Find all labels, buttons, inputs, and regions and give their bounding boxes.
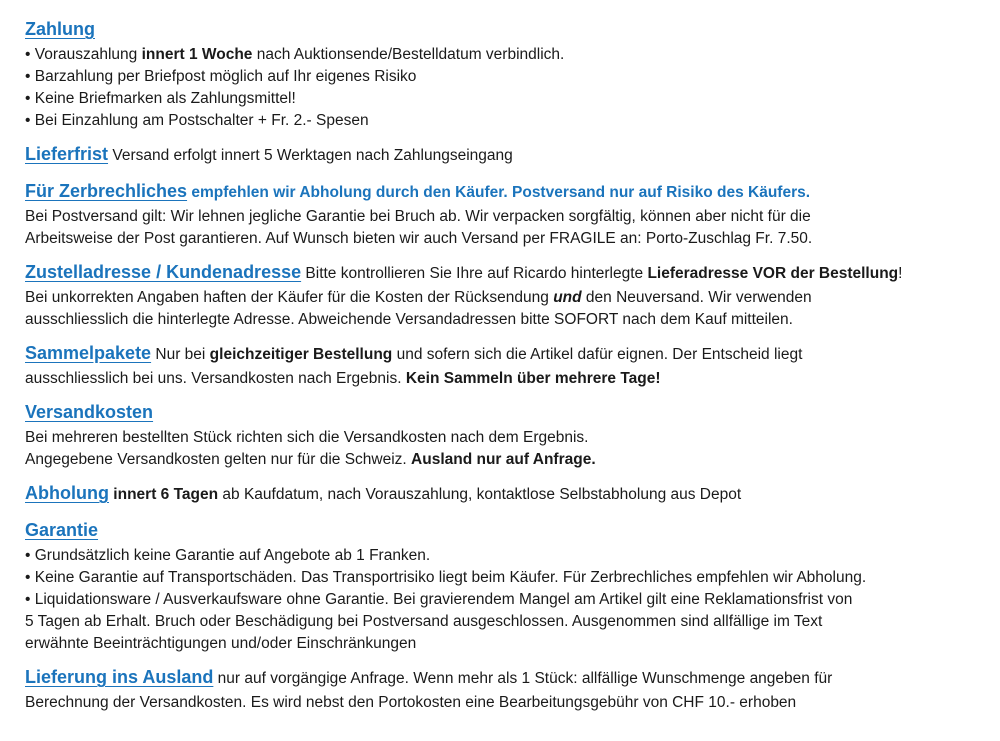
section-lieferfrist: [25, 141, 980, 169]
text-segment: • Bei Einzahlung am Postschalter + Fr. 2.- Spesen: [25, 112, 369, 129]
text-line: [25, 368, 980, 390]
text-segment: und sofern sich die Artikel dafür eignen. Der Entscheid liegt: [392, 346, 803, 363]
section-abholung: [25, 480, 980, 508]
text-segment: Lieferadresse VOR der Bestellung: [647, 265, 899, 282]
section-heading: Zahlung: [25, 19, 95, 39]
section-zustelladresse-kundenadresse: [25, 259, 980, 331]
text-segment: Versand erfolgt innert 5 Werktagen nach Zahlungseingang: [108, 147, 513, 164]
text-segment: • Vorauszahlung: [25, 46, 142, 63]
text-line: [25, 44, 980, 66]
heading-line: [25, 141, 980, 169]
heading-line: [25, 340, 980, 368]
text-segment: innert 1 Woche: [141, 46, 253, 63]
text-segment: Nur bei: [151, 346, 210, 363]
text-line: [25, 206, 980, 228]
text-segment: Kein Sammeln über mehrere Tage!: [405, 370, 661, 387]
section-zahlung: [25, 16, 980, 132]
text-segment: ausschliesslich die hinterlegte Adresse. Abweichende Versandadressen bitte SOFORT nach dem Kauf mitteilen.: [25, 311, 793, 328]
text-segment: • Keine Garantie auf Transportschäden. Das Transportrisiko liegt beim Käufer. Für Zerbrechliches empfehlen wir Abholung.: [25, 569, 867, 586]
text-segment: • Barzahlung per Briefpost möglich auf Ihr eigenes Risiko: [25, 68, 417, 85]
text-segment: Ausland nur auf Anfrage.: [411, 451, 596, 468]
text-segment: Bitte kontrollieren Sie Ihre auf Ricardo hinterlegte: [301, 265, 648, 282]
section-heading: Abholung: [25, 483, 109, 503]
text-segment: • Keine Briefmarken als Zahlungsmittel!: [25, 90, 296, 107]
section-heading: Für Zerbrechliches: [25, 181, 188, 201]
section-sammelpakete: [25, 340, 980, 390]
text-line: [25, 449, 980, 471]
text-segment: Berechnung der Versandkosten. Es wird nebst den Portokosten eine Bearbeitungsgebühr von CHF 10.- erhoben: [25, 694, 797, 711]
section-heading: Zustelladresse / Kundenadresse: [25, 262, 302, 282]
heading-line: [25, 399, 980, 427]
text-line: [25, 589, 980, 611]
heading-line: [25, 517, 980, 545]
text-segment: ausschliesslich bei uns. Versandkosten nach Ergebnis.: [25, 370, 406, 387]
text-segment: Angegebene Versandkosten gelten nur für die Schweiz.: [25, 451, 412, 468]
text-line: [25, 545, 980, 567]
text-segment: ab Kaufdatum, nach Vorauszahlung, kontaktlose Selbstabholung aus Depot: [218, 486, 742, 503]
text-line: [25, 309, 980, 331]
text-segment: • Liquidationsware / Ausverkaufsware ohne Garantie. Bei gravierendem Mangel am Artikel gilt eine Reklamationsfrist von: [25, 591, 853, 608]
text-line: [25, 228, 980, 250]
text-segment: den Neuversand. Wir verwenden: [581, 289, 812, 306]
text-segment: 5 Tagen ab Erhalt. Bruch oder Beschädigung bei Postversand ausgeschlossen. Ausgenommen sind allfällige im Text: [25, 613, 823, 630]
text-segment: erwähnte Beeinträchtigungen und/oder Einschränkungen: [25, 635, 417, 652]
text-segment: Bei Postversand gilt: Wir lehnen jegliche Garantie bei Bruch ab. Wir verpacken sorgfältig, können aber nicht für die: [25, 208, 811, 225]
text-line: [25, 66, 980, 88]
text-line: [25, 110, 980, 132]
text-line: [25, 692, 980, 714]
heading-line: [25, 664, 980, 692]
section-heading: Garantie: [25, 520, 99, 540]
heading-line: [25, 16, 980, 44]
text-segment: !: [898, 265, 903, 282]
text-line: [25, 611, 980, 633]
section-versandkosten: [25, 399, 980, 471]
section-fuer-zerbrechliches: [25, 178, 980, 250]
text-segment: und: [553, 289, 582, 306]
text-segment: nur auf vorgängige Anfrage. Wenn mehr als 1 Stück: allfällige Wunschmenge angeben für: [213, 670, 833, 687]
heading-line: [25, 480, 980, 508]
text-segment: empfehlen wir Abholung durch den Käufer. Postversand nur auf Risiko des Käufers.: [187, 184, 811, 201]
text-segment: Arbeitsweise der Post garantieren. Auf Wunsch bieten wir auch Versand per FRAGILE an: Porto-Zuschlag Fr. 7.50.: [25, 230, 813, 247]
text-line: [25, 88, 980, 110]
section-garantie: [25, 517, 980, 655]
text-segment: • Grundsätzlich keine Garantie auf Angebote ab 1 Franken.: [25, 547, 431, 564]
text-line: [25, 567, 980, 589]
section-heading: Lieferfrist: [25, 144, 109, 164]
heading-line: [25, 178, 980, 206]
text-segment: gleichzeitiger Bestellung: [209, 346, 393, 363]
text-line: [25, 633, 980, 655]
text-line: [25, 287, 980, 309]
section-heading: Versandkosten: [25, 402, 154, 422]
text-segment: nach Auktionsende/Bestelldatum verbindlich.: [252, 46, 565, 63]
section-lieferung-ins-ausland: [25, 664, 980, 714]
section-heading: Lieferung ins Ausland: [25, 667, 214, 687]
text-segment: Bei unkorrekten Angaben haften der Käufer für die Kosten der Rücksendung: [25, 289, 554, 306]
heading-line: [25, 259, 980, 287]
text-segment: innert 6 Tagen: [113, 486, 219, 503]
text-segment: Bei mehreren bestellten Stück richten sich die Versandkosten nach dem Ergebnis.: [25, 429, 589, 446]
text-line: [25, 427, 980, 449]
section-heading: Sammelpakete: [25, 343, 152, 363]
